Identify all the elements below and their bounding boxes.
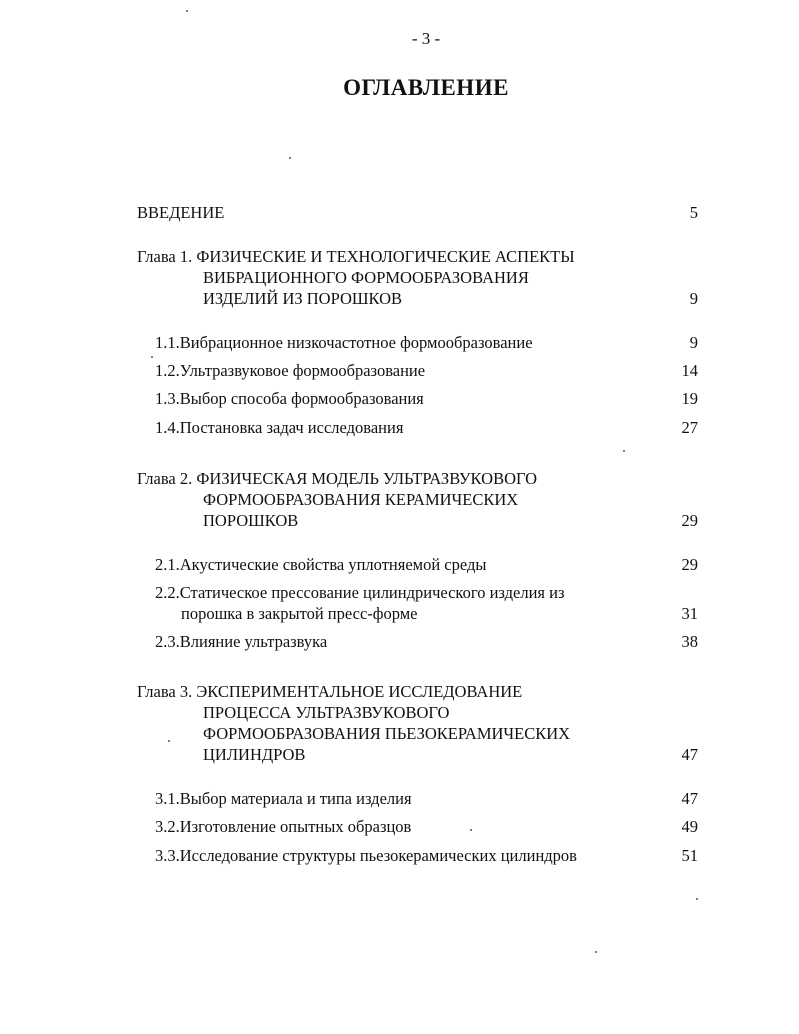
toc-ch2-heading-line3: ПОРОШКОВ [203,511,299,530]
toc-ch1-page: 9 [689,289,698,308]
toc-item-2-2-line2: порошка в закрытой пресс-форме [181,604,418,623]
scan-speck [470,829,472,831]
toc-item-1-3-page: 19 [681,389,698,408]
toc-ch1-heading-line3: ИЗДЕЛИЙ ИЗ ПОРОШКОВ [203,289,403,308]
toc-ch3-page: 47 [681,745,698,764]
toc-ch2-heading-line2: ФОРМООБРАЗОВАНИЯ КЕРАМИЧЕСКИХ [203,490,519,509]
toc-intro-label: ВВЕДЕНИЕ [137,203,225,222]
toc-ch3-heading-line2: ПРОЦЕССА УЛЬТРАЗВУКОВОГО [203,703,450,722]
page-title: ОГЛАВЛЕНИЕ [343,75,509,100]
toc-item-2-1: 2.1.Акустические свойства уплотняемой среды [155,555,487,574]
scan-speck [186,10,188,12]
toc-item-3-2-page: 49 [681,817,698,836]
toc-item-3-3-page: 51 [681,846,698,865]
toc-item-1-2: 1.2.Ультразвуковое формообразование [155,361,426,380]
toc-item-3-1: 3.1.Выбор материала и типа изделия [155,789,412,808]
toc-ch3-heading-line1: Глава 3. ЭКСПЕРИМЕНТАЛЬНОЕ ИССЛЕДОВАНИЕ [137,682,523,701]
scan-speck [623,450,625,452]
toc-item-1-4: 1.4.Постановка задач исследования [155,418,404,437]
toc-item-2-1-page: 29 [681,555,698,574]
toc-intro-page: 5 [689,203,698,222]
page-number: - 3 - [411,29,441,48]
toc-item-2-2: 2.2.Статическое прессование цилиндрического изделия из [155,583,565,602]
toc-item-3-1-page: 47 [681,789,698,808]
toc-item-1-1-page: 9 [689,333,698,352]
scan-speck [289,157,291,159]
toc-ch3-heading-line4: ЦИЛИНДРОВ [203,745,306,764]
scan-speck [595,951,597,953]
scan-speck [696,898,698,900]
toc-item-3-3: 3.3.Исследование структуры пьезокерамических цилиндров [155,846,577,865]
toc-ch1-heading-line1: Глава 1. ФИЗИЧЕСКИЕ И ТЕХНОЛОГИЧЕСКИЕ АСПЕКТЫ [137,247,575,266]
toc-ch1-heading-line2: ВИБРАЦИОННОГО ФОРМООБРАЗОВАНИЯ [203,268,529,287]
toc-item-1-4-page: 27 [681,418,698,437]
toc-item-1-2-page: 14 [681,361,698,380]
toc-item-2-3: 2.3.Влияние ультразвука [155,632,328,651]
scan-speck [168,740,170,742]
toc-ch2-page: 29 [681,511,698,530]
toc-ch2-heading-line1: Глава 2. ФИЗИЧЕСКАЯ МОДЕЛЬ УЛЬТРАЗВУКОВОГО [137,469,538,488]
scan-speck [151,356,153,358]
toc-item-2-2-page: 31 [681,604,698,623]
toc-item-2-3-page: 38 [681,632,698,651]
toc-item-3-2: 3.2.Изготовление опытных образцов [155,817,412,836]
toc-item-1-3: 1.3.Выбор способа формообразования [155,389,424,408]
toc-ch3-heading-line3: ФОРМООБРАЗОВАНИЯ ПЬЕЗОКЕРАМИЧЕСКИХ [203,724,571,743]
toc-item-1-1: 1.1.Вибрационное низкочастотное формообразование [155,333,533,352]
